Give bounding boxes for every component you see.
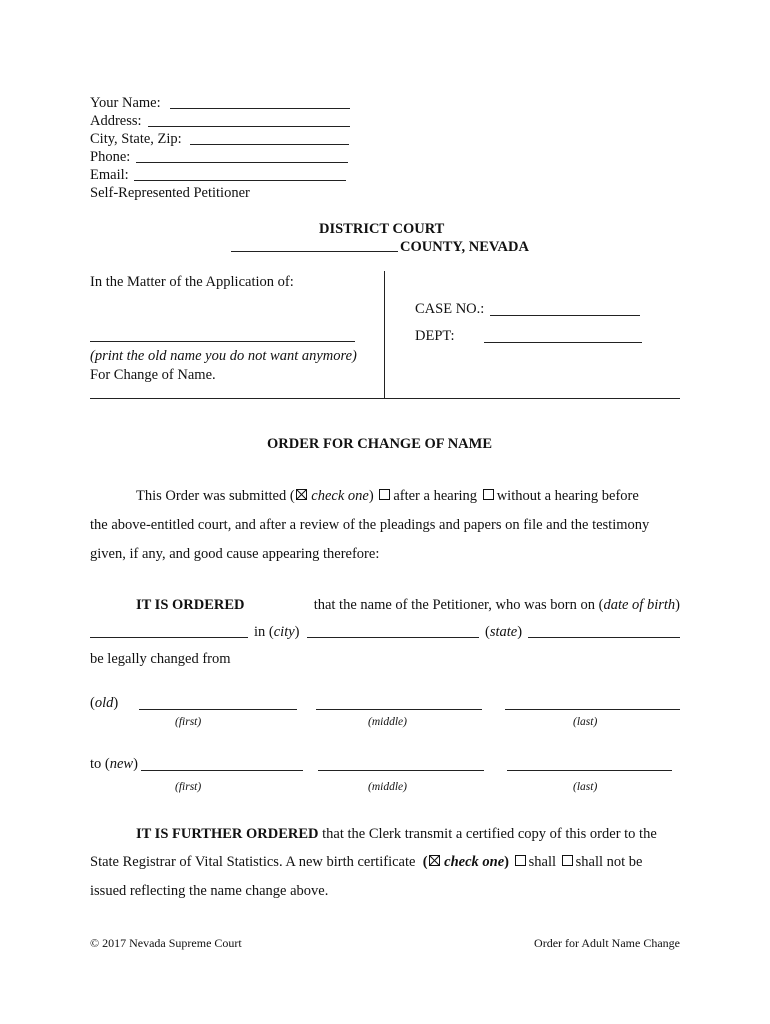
date-of-birth-label: date of birth — [603, 597, 676, 613]
old-label: old — [94, 695, 114, 711]
dept-label: DEPT: — [415, 328, 455, 344]
new-first-name-field[interactable] — [141, 770, 303, 771]
footer-form-title: Order for Adult Name Change — [534, 936, 680, 950]
address-field[interactable] — [148, 126, 350, 127]
your-name-label: Your Name: — [90, 95, 161, 111]
new-first-caption: (first) — [175, 781, 202, 793]
new-middle-caption: (middle) — [368, 781, 407, 793]
check-one-example-x-icon-2 — [429, 855, 440, 866]
further-line-3: issued reflecting the name change above. — [90, 883, 329, 899]
old-last-name-field[interactable] — [505, 709, 680, 710]
changed-from-label: be legally changed from — [90, 651, 231, 667]
submission-close-paren: ) — [368, 488, 374, 504]
state-label: state — [489, 624, 518, 640]
city-label: city — [273, 624, 295, 640]
birth-state-field[interactable] — [528, 637, 680, 638]
city-state-zip-field[interactable] — [190, 144, 349, 145]
case-no-label: CASE NO.: — [415, 301, 485, 317]
caption-divider-horizontal — [90, 398, 680, 399]
petitioner-label: Self-Represented Petitioner — [90, 185, 250, 201]
it-is-further-ordered-label: IT IS FURTHER ORDERED — [136, 826, 319, 842]
submission-line-2: the above-entitled court, and after a review of the pleadings and papers on file and the testimony — [90, 517, 650, 533]
court-name: DISTRICT COURT — [319, 221, 445, 237]
city-state-zip-label: City, State, Zip: — [90, 131, 182, 147]
new-last-caption: (last) — [573, 781, 598, 793]
shall-checkbox[interactable] — [515, 855, 526, 866]
birth-city-field[interactable] — [307, 637, 479, 638]
dob-close-paren: ) — [675, 597, 680, 613]
check-one-label: check one — [311, 488, 369, 504]
case-no-field[interactable] — [490, 315, 640, 316]
footer-copyright: © 2017 Nevada Supreme Court — [90, 936, 242, 950]
shall-label: shall — [528, 854, 557, 870]
old-middle-name-field[interactable] — [316, 709, 482, 710]
new-label-wrap: to (new) — [90, 756, 138, 772]
old-first-name-field[interactable] — [139, 709, 297, 710]
old-first-caption: (first) — [175, 716, 202, 728]
your-name-field[interactable] — [170, 108, 350, 109]
matter-label: In the Matter of the Application of: — [90, 274, 294, 290]
after-hearing-checkbox[interactable] — [379, 489, 390, 500]
without-hearing-label: without a hearing before — [496, 488, 639, 504]
phone-label: Phone: — [90, 149, 131, 165]
ordered-line-1 — [136, 596, 680, 614]
further-check-one-label: check one — [444, 854, 505, 870]
further-line-2-prefix: State Registrar of Vital Statistics. A new birth certificate — [90, 854, 416, 870]
shall-not-label: shall not be — [575, 854, 643, 870]
in-label: in ( — [254, 624, 274, 640]
submission-prefix: This Order was submitted ( — [136, 488, 295, 504]
city-label-wrap: in (city) — [254, 624, 300, 640]
new-label: new — [109, 756, 134, 772]
ordered-text-wrap — [314, 596, 680, 614]
old-last-caption: (last) — [573, 716, 598, 728]
email-field[interactable] — [134, 180, 346, 181]
for-change-label: For Change of Name. — [90, 367, 216, 383]
to-label: to ( — [90, 756, 110, 772]
submission-line-1 — [136, 487, 639, 505]
old-name-field[interactable] — [90, 341, 355, 342]
it-is-ordered-label: IT IS ORDERED — [136, 597, 245, 613]
county-field[interactable] — [231, 251, 398, 252]
after-hearing-label: after a hearing — [393, 488, 478, 504]
new-last-name-field[interactable] — [507, 770, 672, 771]
check-one-example-x-icon — [296, 489, 307, 500]
date-of-birth-field[interactable] — [90, 637, 248, 638]
document-title: ORDER FOR CHANGE OF NAME — [267, 436, 493, 452]
further-line-1 — [136, 825, 657, 843]
old-label-wrap: (old) — [90, 695, 119, 711]
caption-divider-vertical — [384, 271, 385, 399]
further-text: that the Clerk transmit a certified copy of this order to the — [322, 826, 657, 842]
dept-field[interactable] — [484, 342, 642, 343]
email-label: Email: — [90, 167, 129, 183]
submission-line-3: given, if any, and good cause appearing therefore: — [90, 546, 380, 562]
old-middle-caption: (middle) — [368, 716, 407, 728]
state-label-wrap: (state) — [485, 624, 523, 640]
phone-field[interactable] — [136, 162, 348, 163]
further-line-2: State Registrar of Vital Statistics. A new birth certificate ( check one) shall shall not be — [90, 854, 643, 870]
ordered-text: that the name of the Petitioner, who was born on ( — [313, 597, 604, 613]
shall-not-checkbox[interactable] — [562, 855, 573, 866]
without-hearing-checkbox[interactable] — [483, 489, 494, 500]
new-middle-name-field[interactable] — [318, 770, 484, 771]
county-label: COUNTY, NEVADA — [400, 239, 529, 255]
address-label: Address: — [90, 113, 142, 129]
old-name-instruction: (print the old name you do not want anymore) — [90, 348, 357, 364]
